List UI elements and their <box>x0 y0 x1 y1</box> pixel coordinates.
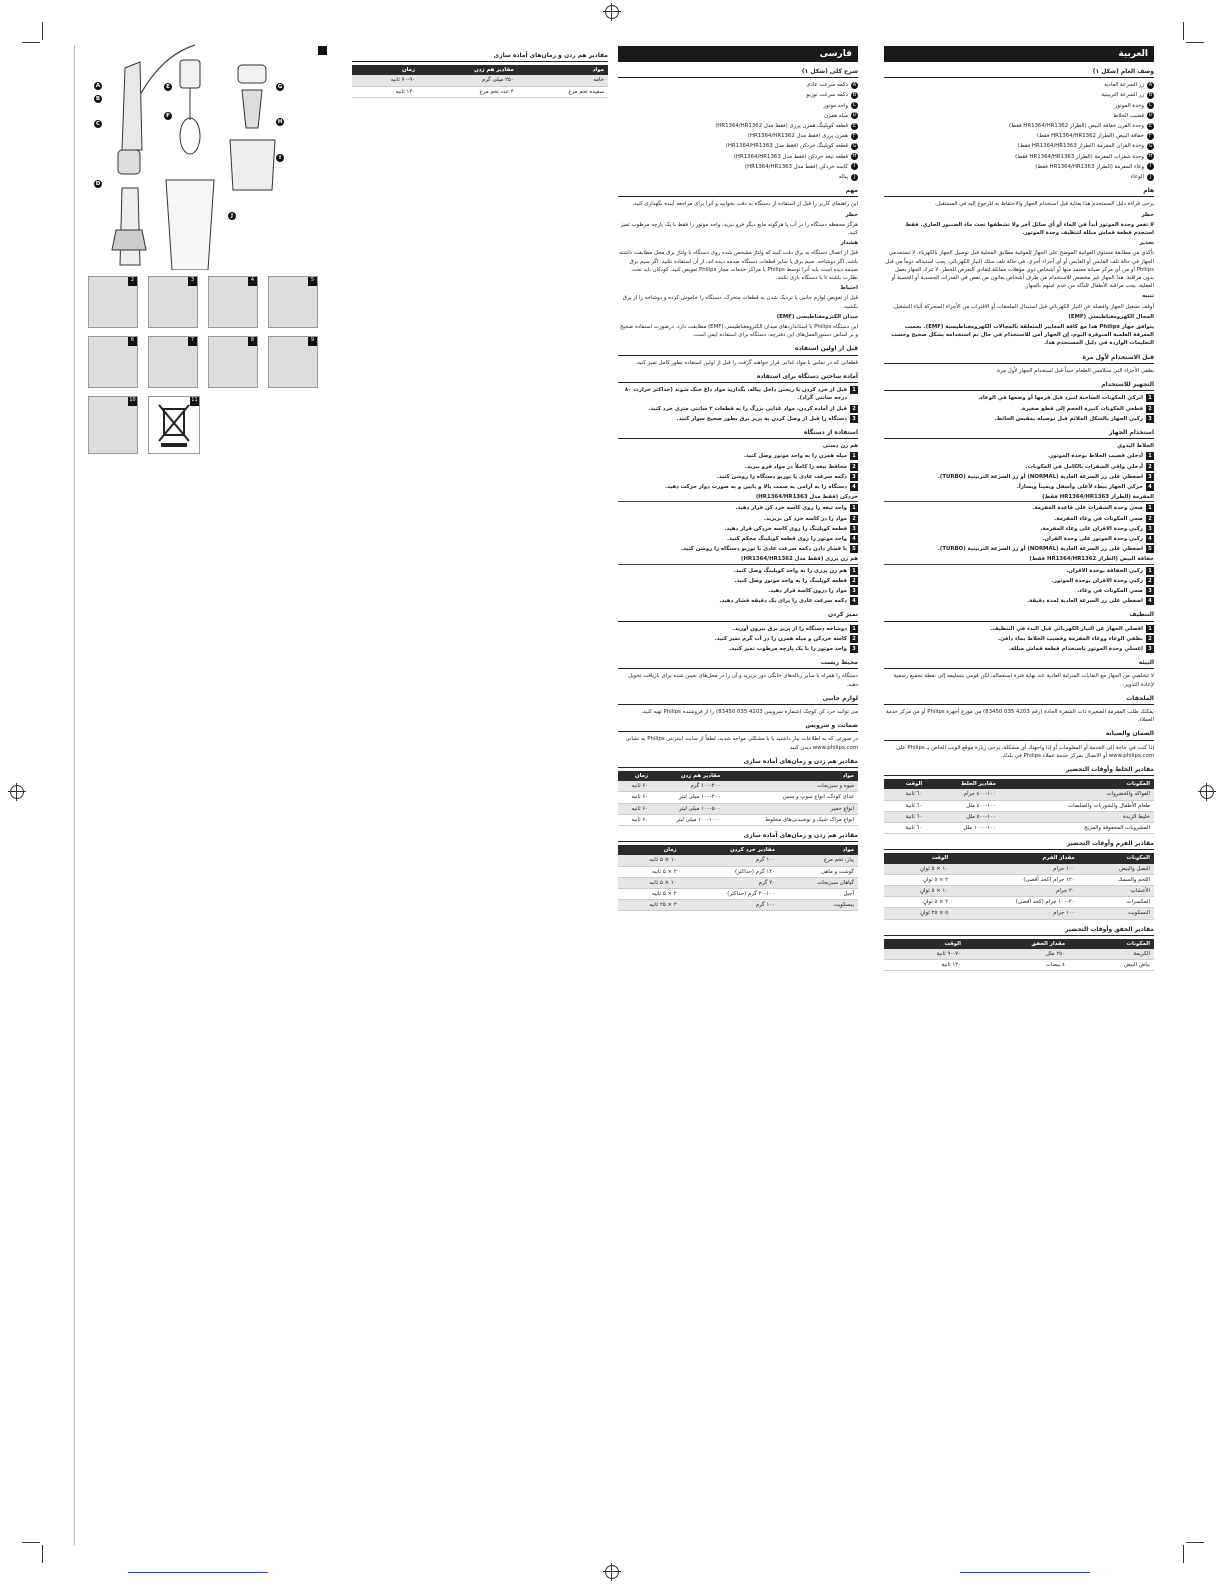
step-item: 2 أدخلي واقي الشفرات بالكامل في المكونات. <box>884 463 1154 471</box>
step-item: 2 مواد را در کاسه خرد کن بریزید. <box>618 515 858 523</box>
figure-label-b: B <box>95 96 101 102</box>
step-item: 4 حركي الجهاز ببطء لأعلى وأسفل ويميناً ويساراً. <box>884 483 1154 491</box>
step-item: 2 کاسه خردکن و میله همزن را در آب گرم تمیز کنید. <box>618 635 858 643</box>
step-item: 2 قطعي المكونات كبيرة الحجم إلى قطع صغيرة. <box>884 405 1154 413</box>
table-row: اللحم والسمك ١٢٠ جرام (كحد أقصى) ٢ × ٥ ثوانٍ <box>884 874 1154 885</box>
crop-mark <box>22 1542 40 1543</box>
table-title: مقادیر هم زدن و زمان‌های آماده سازی <box>618 758 858 768</box>
blend-quantities-table: مواد مقادیر هم زدن زمان میوه و سبزیجات ۱۰۰-۴۰۰ گرم ۶۰ ثانیه غذای کودک، انواع سوپ و سس ۱۰۰-۴۰۰ میلی لیتر ۶۰ ثانیه انواع خمیر ۱۰۰-۵۰۰ میلی لیتر ۶۰ ثانیه انواع مراک شیک و نوشیدنی‌های مخلوط ۱۰۰-۱۰۰۰ میلی لیتر ۶۰ ثانیه <box>618 771 858 826</box>
paragraph: لا تغمر وحدة الموتور أبداً في الماء أو أي سائل آخر ولا تشطفها تحت ماء الصنبور الجاري. فقط استخدم قطعة قماش مبللة لتنظيف وحدة الموتور. <box>905 221 1154 237</box>
section-title: استفاده از دستگاه <box>618 429 858 439</box>
step-item: 1 میله همزن را به واحد موتور وصل کنید. <box>618 452 858 460</box>
table-title: مقادير الفرم وأوقات التحضير <box>884 840 1154 850</box>
section-title: استخدام الجهاز <box>884 429 1154 439</box>
figure-label-d: D <box>95 181 101 187</box>
list-item: H وحدة شفرات المفرمة (الطراز HR1364/HR1363 فقط) <box>1015 153 1153 160</box>
step-figure <box>148 336 198 388</box>
registration-mark <box>1200 785 1214 799</box>
table-title: مقادیر هم زدن و زمان‌های آماده سازی <box>352 52 608 62</box>
section-title: التجهيز للاستخدام <box>884 381 1154 391</box>
table-row: انواع خمیر ۱۰۰-۵۰۰ میلی لیتر ۶۰ ثانیه <box>618 803 858 814</box>
step-number: 9 <box>308 337 317 346</box>
subheading: تنبيه <box>1142 293 1154 300</box>
section-title: وصف العام (شكل ١) <box>884 68 1154 78</box>
table-header: مقادیر هم زدن <box>419 65 518 75</box>
figure-label-a: A <box>95 83 101 89</box>
subheading: هشدار <box>840 240 858 247</box>
paragraph: قطعاتی که در تماس با مواد غذایی قرار خواهند گرفت را قبل از اولین استفاده بطور کامل تمیز کنید. <box>635 359 858 366</box>
paragraph: هرگز محفظه دستگاه را در آب یا هرگونه مایع دیگر فرو نبرید. واحد موتور را فقط با یک پارچه مرطوب تمیز کنید. <box>620 221 858 237</box>
crop-mark <box>42 22 43 40</box>
crop-mark <box>1186 1542 1204 1543</box>
table-row: طعام الأطفال والشوربات والصلصات ١٠٠-٤٠٠ ملل ٦٠ ثانية <box>884 800 1154 811</box>
section-title: البيئة <box>884 659 1154 669</box>
table-row: الفواكه والخضروات ١٠٠-٤٠٠ جرام ٦٠ ثانية <box>884 789 1154 800</box>
step-item: 3 اضغطي على زر السرعة العادية (NORMAL) أو زر السرعة التربينية (TURBO). <box>884 473 1154 481</box>
subheading: میدان الکترومغناطیسی (EMF) <box>776 313 858 320</box>
step-number: 5 <box>308 277 317 286</box>
list-item: D قضيب الخلاط <box>1113 112 1153 119</box>
list-item: F خفاقة البيض (الطراز HR1364/HR1362 فقط) <box>884 132 1154 140</box>
table-title: مقادیر هم زدن و زمان‌های آماده سازی <box>618 832 858 842</box>
step-item: 1 هم زن پرزی را به واحد کوپلینگ وصل کنید. <box>618 567 858 575</box>
step-item: 3 ركبي وحدة الاقران على وعاء المفرمة. <box>884 525 1154 533</box>
paragraph: يمكنك طلب المفرمة الصغيرة ذات الشفرة الحادة (رقم 4203 035 83450) من موزع أجهزة Philips أو من مركز خدمة العملاء. <box>885 708 1154 724</box>
step-item: 3 اغسلي وحدة الموتور باستخدام قطعة قماش مبللة. <box>884 645 1154 653</box>
table-title: مقادير الخلط وأوقات التحضير <box>884 766 1154 776</box>
section-title: لوازم جانبی <box>618 695 858 705</box>
list-item: I وعاء المفرمة (الطراز HR1364/HR1363 فقط) <box>884 163 1154 171</box>
step-item: 1 دوشاخه دستگاه را از پریز برق بیرون آورید. <box>618 625 858 633</box>
step-item: 2 قطعه کوپلینگ را به واحد موتور وصل کنید. <box>618 577 858 585</box>
list-item: G قطعه کوپلینگ خردکن (فقط مدل HR1364/HR1363) <box>725 143 857 150</box>
paragraph: این دستگاه Philips با استانداردهای میدان الکترومغناطیسی (EMF) مطابقت دارد. درصورت استفاده صحیح و بر اساس دستورالعمل‌های این دفترچه، دستگاه برای استفاده ایمن است. <box>619 324 858 339</box>
table-row: انواع مراک شیک و نوشیدنی‌های مخلوط ۱۰۰-۱۰۰۰ میلی لیتر ۶۰ ثانیه <box>618 814 858 825</box>
section-title: قبل الاستخدام لأول مرة <box>884 354 1154 364</box>
list-item: G وحدة القران المفرمة (الطراز HR1364/HR1363 فقط) <box>1017 143 1153 150</box>
table-title: مقادير الخفق وأوقات التحضير <box>884 926 1154 936</box>
paragraph: می توانید خرد کن کوچک (شماره سرویس 4203 035 83450) را از فروشنده Philips تهیه کنید. <box>641 708 858 715</box>
step-figure <box>208 276 258 328</box>
product-overview-drawing <box>80 40 320 270</box>
step-item: 2 قبل از آماده کردن، مواد غذایی بزرگ را به قطعات ۲ سانتی متری خرد کنید. <box>618 405 858 413</box>
step-number: 7 <box>188 337 197 346</box>
paragraph: قبل از تعویض لوازم جانبی یا نزدیک شدن به قطعات متحرک، دستگاه را خاموش کرده و دوشاخه را از برق بکشید. <box>622 295 858 310</box>
step-item: 4 ركبي وحدة الموتور على وحدة القران. <box>884 535 1154 543</box>
step-figure <box>88 396 138 454</box>
step-item: 4 دکمه سرعت عادی را برای یک دقیقه فشار دهید. <box>618 597 858 605</box>
section-title: ضمانت و سرویس <box>618 722 858 732</box>
vertical-rule <box>74 45 75 1545</box>
whisk-quantities-table: المكونات مقدار الخفق الوقت الكريمة ٢٥٠ ملل ٧٠-٩٠ ثانية بياض البيض ٤ بيضات ١٢٠ ثانية <box>884 939 1154 972</box>
paragraph: لا تتخلصي من الجهاز مع النفايات المنزلية العادية عند نهاية فترة استعماله، لكن قومي بتسليمه إلى نقطة تجميع رسمية لإعادة التدوير. <box>893 673 1154 688</box>
step-item: 3 مواد را درون کاسه قرار دهید. <box>618 587 858 595</box>
table-row: الكريمة ٢٥٠ ملل ٧٠-٩٠ ثانية <box>884 949 1154 960</box>
table-row: سفیده تخم مرغ ۴ عدد تخم مرغ ۱۲۰ ثانیه <box>352 86 608 97</box>
list-item: D میله همزن <box>824 112 857 119</box>
paragraph: این راهنمای کاربر را قبل از استفاده از دستگاه به دقت بخوانید و آنرا برای مراجعه آینده نگهداری کنید. <box>632 201 858 208</box>
table-row: آجیل ۲۰-۱۰۰ گرم (حداکثر) ۲ × ۵ ثانیه <box>618 889 858 900</box>
step-item: 2 ركبي وحدة الاقران بوحدة الموتور. <box>884 577 1154 585</box>
color-bar <box>128 1572 268 1573</box>
step-figure <box>208 336 258 388</box>
registration-mark <box>10 785 24 799</box>
step-item: 3 ركبي الجهاز بالشكل الملائم قبل توصيله بمقبس الحائط. <box>884 415 1154 423</box>
subheading: خطر <box>845 211 858 218</box>
color-bar <box>960 1572 1090 1573</box>
section-title: آماده ساختن دستگاه برای استفاده <box>618 373 858 383</box>
paragraph: نظفي الأجزاء التي ستلامس الطعام جيداً قبل استخدام الجهاز لأول مرة. <box>995 367 1154 374</box>
chop-quantities-table: مواد مقادیر خرد کردن زمان پیاز، تخم مرغ ۱۰۰ گرم ۱۰ × ۵ ثانیه گوشت و ماهی ۱۲۰ گرم (حداکثر) ۲ × ۵ ثانیه گیاهان سبزیجات ۲۰ گرم ۱۰ × ۵ ثانیه آجیل ۲۰-۱۰۰ گرم (حداکثر) ۲ × ۵ ثانیه بیسکویت ۱۰۰ گرم ۲ × ۲۵ ثانیه <box>618 845 858 911</box>
section-title: الملحقات <box>884 695 1154 705</box>
section-title: تمیز کردن <box>618 611 858 621</box>
blend-quantities-table: المكونات مقادير الخلط الوقت الفواكه والخضروات ١٠٠-٤٠٠ جرام ٦٠ ثانية طعام الأطفال والشوربات والصلصات ١٠٠-٤٠٠ ملل ٦٠ ثانية خليط الزبدة ١٠٠-٥٠٠ ملل ٦٠ ثانية المشروبات المخفوقة والمزيج ١٠٠-١٠٠٠ ملل ٦٠ ثانية <box>884 779 1154 834</box>
step-item: 2 محافظ تیغه را کاملاً در مواد فرو ببرید. <box>618 463 858 471</box>
language-header: فارسی <box>618 46 858 62</box>
list-item: E وحدة القرن خفاقة البيض (الطراز HR1364/HR1362 فقط) <box>1009 122 1153 130</box>
chop-quantities-table: المكونات مقدار الفرم الوقت البصل والبيض ١٠٠ جرام ١٠ × ٥ ثوانٍ اللحم والسمك ١٢٠ جرام (كحد أقصى) ٢ × ٥ ثوانٍ الأعشاب ٢٠ جرام ١٠ × ٥ ثوانٍ المكسرات ٢٠-١٠٠ جرام (كحد أقصى) ٢ × ٥ ثوانٍ البسكويت ١٠٠ جرام ٥ × ٢٥ ثوانٍ <box>884 853 1154 919</box>
step-item: 4 واحد موتور را روی قطعه کوپلینگ محکم کنید. <box>618 535 858 543</box>
table-row: البسكويت ١٠٠ جرام ٥ × ٢٥ ثوانٍ <box>884 908 1154 919</box>
subheading: خردکن (فقط مدل HR1364/HR1363) <box>618 493 858 502</box>
crop-mark <box>1186 42 1204 43</box>
table-header: مواد <box>518 65 608 75</box>
figure-label-h: H <box>277 119 283 125</box>
list-item: C وحدة الموتور <box>1114 102 1153 109</box>
step-number: 8 <box>248 337 257 346</box>
step-figure <box>268 336 318 388</box>
subheading: تحذير <box>1139 240 1154 247</box>
registration-mark <box>605 1565 619 1579</box>
paragraph: تأكدي من مطابقة مستوى الفولتية الموضح على الجهاز للفولتية مطابق المحلية قبل توصيل الجهاز بالكهرباء. لا تستخدمي الجهاز في حالة تلف القابس أو القابس أو أي أجزاء أخرى. في حالة تلف سلك التيار الكهربائي، يجب استبداله دوماً من قبل Philips أو من أي مركز صيانة معتمد منها أو أشخاص ذوي مؤهلات مماثلة لتفادي التعرض للخطر. لا تترك الجهاز يعمل بدون مراقبة. هذا الجهاز غير مخصص للاستخدام من طرف أشخاص يعانون من نقص في القدرات الجسدية أو الحسية أو العقلية. يجب مراقبة الأطفال للتأكد من عدم عبثهم بالجهاز. <box>885 250 1154 290</box>
step-item: 1 ضعي وحدة الشفرات على قاعدة المفرمة. <box>884 504 1154 512</box>
step-item: 4 اضغطي على زر السرعة العادية لمدة دقيقة. <box>884 597 1154 605</box>
section-title: هام <box>884 187 1154 197</box>
step-item: 1 أدخلي قضيب الخلاط بوحدة الموتور. <box>884 452 1154 460</box>
step-number: 11 <box>190 397 199 406</box>
section-title: قبل از اولین استفاده <box>618 345 858 355</box>
section-title: الضمان والصيانة <box>884 730 1154 740</box>
paragraph: إذا كنت في حاجة إلى الخدمة أو المعلومات أو إذا واجهتك أي مشكلة، يرجى زيارة موقع الويب الخاص بـ Philips على www.philips.com أو الاتصال بمركز خدمة عملاء Philips في بلدك. <box>896 744 1154 759</box>
table-row: غذای کودک، انواع سوپ و سس ۱۰۰-۴۰۰ میلی لیتر ۶۰ ثانیه <box>618 792 858 803</box>
table-row: پیاز، تخم مرغ ۱۰۰ گرم ۱۰ × ۵ ثانیه <box>618 855 858 866</box>
subheading: هم زن پرزی (فقط مدل HR1364/HR1362) <box>618 555 858 564</box>
crop-mark <box>1183 22 1184 40</box>
step-number: 4 <box>248 277 257 286</box>
section-title: شرح کلی (شکل ۱) <box>618 68 858 78</box>
step-number: 6 <box>128 337 137 346</box>
subheading: احتیاط <box>840 285 858 292</box>
table-row: الأعشاب ٢٠ جرام ١٠ × ٥ ثوانٍ <box>884 886 1154 897</box>
paragraph: يرجى قراءة دليل المستخدم هذا بعناية قبل استخدام الجهاز والاحتفاظ به للرجوع إليه في المستقبل. <box>934 201 1154 208</box>
figure-label-e: E <box>164 83 172 91</box>
list-item: H قطعه تیغه خردکن (فقط مدل HR1364/HR1363) <box>733 153 857 160</box>
table-row: خامه ۲۵۰ میلی گرم ۷۰-۹۰ ثانیه <box>352 75 608 86</box>
list-item: J الوعاء <box>884 173 1154 181</box>
table-row: بیسکویت ۱۰۰ گرم ۲ × ۲۵ ثانیه <box>618 900 858 911</box>
step-item: 3 قطعه کوپلینگ را روی کاسه خردکن قرار دهید. <box>618 525 858 533</box>
paragraph: قبل از اتصال دستگاه به برق دقت کنید که ولتاژ مشخص شده روی دستگاه با ولتاژ برق محل مطابقت داشته باشد. اگر دوشاخه، سیم برق یا سایر قطعات دستگاه صدمه دیده اند، از آن استفاده نکنید. اگر سیم برق صدمه دیده است باید آنرا توسط Philips یا مراکز خدمات مجاز Philips تعویض کنید. کودکان باید تحت نظارت باشند تا با دستگاه بازی نکنند. <box>619 250 858 282</box>
subheading: الخلاط اليدوي <box>1117 443 1154 450</box>
figure-area <box>80 40 340 480</box>
step-item: 2 ضعي المكونات في وعاء المفرمة. <box>884 515 1154 523</box>
step-item: 3 دستگاه را قبل از وصل کردن به پریز برق بطور صحیح سوار کنید. <box>618 415 858 423</box>
step-item: 1 افصلي الجهاز عن التيار الكهربائي قبل البدء في التنظيف. <box>884 625 1154 633</box>
list-item: C واحد موتور <box>823 102 857 109</box>
table-row: المشروبات المخفوقة والمزيج ١٠٠-١٠٠٠ ملل ٦٠ ثانية <box>884 823 1154 834</box>
step-item: 2 نظفي الوعاء ووعاء المفرمة وقضيب الخلاط بماء دافئ. <box>884 635 1154 643</box>
section-title: مهم <box>618 187 858 197</box>
parts-list <box>618 81 858 181</box>
step-item: 3 ضعي المكونات في وعاء. <box>884 587 1154 595</box>
step-number: 3 <box>188 277 197 286</box>
step-item: 3 واحد موتور را با یک پارچه مرطوب تمیز کنید. <box>618 645 858 653</box>
parts-list <box>884 81 1154 181</box>
table-row: خليط الزبدة ١٠٠-٥٠٠ ملل ٦٠ ثانية <box>884 811 1154 822</box>
list-item: J پیاله <box>618 173 858 181</box>
step-item: 1 اتركي المكونات الساخنة لتبرد قبل فرمها أو وضعها في الوعاء. <box>884 394 1154 402</box>
step-item: 5 اضغطي على زر السرعة العادية (NORMAL) أو زر السرعة التربينية (TURBO). <box>884 545 1154 553</box>
subheading: المفرمة (الطراز HR1364/HR1363 فقط) <box>884 493 1154 502</box>
step-item: 5 با فشار دادن دکمه سرعت عادی یا توربو دستگاه را روشن کنید. <box>618 545 858 553</box>
crop-mark <box>22 42 40 43</box>
language-header: العربية <box>884 46 1154 62</box>
table-row: میوه و سبزیجات ۱۰۰-۴۰۰ گرم ۶۰ ثانیه <box>618 781 858 792</box>
farsi-column <box>618 46 858 911</box>
step-item: 1 قبل از خرد کردن یا ریختن داخل پیاله، بگذارید مواد داغ خنک شوند (حداکثر حرارت ۸۰ درجه سانتی گراد). <box>618 386 858 402</box>
list-item: E قطعه کوپلینگ همزن پرزی (فقط مدل HR1364/HR1362) <box>715 122 857 130</box>
section-title: التنظيف <box>884 611 1154 621</box>
figure-label-f: F <box>164 112 172 120</box>
step-number: 10 <box>128 397 137 406</box>
paragraph: دستگاه را همراه با سایر زباله‌های خانگی دور نریزید و آن را در محل‌های تعیین شده برای بازیافت تحویل دهید. <box>627 673 858 688</box>
table-row: گوشت و ماهی ۱۲۰ گرم (حداکثر) ۲ × ۵ ثانیه <box>618 866 858 877</box>
section-title: محیط زیست <box>618 659 858 669</box>
crop-mark <box>1183 1545 1184 1563</box>
subheading: هم زن دستی <box>822 443 858 450</box>
table-row: گیاهان سبزیجات ۲۰ گرم ۱۰ × ۵ ثانیه <box>618 877 858 888</box>
figure-label-c: C <box>95 121 101 127</box>
table-row: بياض البيض ٤ بيضات ١٢٠ ثانية <box>884 960 1154 971</box>
step-figure <box>148 276 198 328</box>
table-header: زمان <box>352 65 419 75</box>
step-item: 1 واحد تیغه را روی کاسه خرد کن قرار دهید. <box>618 504 858 512</box>
table-row: المكسرات ٢٠-١٠٠ جرام (كحد أقصى) ٢ × ٥ ثوانٍ <box>884 897 1154 908</box>
paragraph: يتوافق جهاز Philips هذا مع كافة المعايير المتعلقة بالمجالات الكهرومغناطيسية (EMF). بحسب المعرفة العلمية المتوفرة اليوم، إن الجهاز آمن للاستخدام في حال تم استخدامه بشكل صحيح وحسب التعليمات الواردة في دليل المستخدم هذا. <box>891 324 1154 347</box>
arabic-column <box>884 46 1154 971</box>
whisk-table-top <box>352 46 608 98</box>
paragraph: در صورتی که به اطلاعات نیاز داشتید یا با مشکلی مواجه شدید، لطفاً از سایت اینترنتی Philips به نشانی www.philips.com دیدن کنید. <box>625 736 858 751</box>
step-item: 1 ركبي الخفاقة بوحدة الاقران. <box>884 567 1154 575</box>
paragraph: أوقف تشغيل الجهاز وافصله عن التيار الكهربائي قبل استبدال الملحقات أو الاقتراب من الأجزاء المتحركة أثناء التشغيل. <box>892 303 1154 310</box>
list-item: I کاسه خردکن (فقط مدل HR1364/HR1363) <box>618 163 858 171</box>
list-item: A زر السرعة العادية <box>1104 81 1153 89</box>
figure-label-j: J <box>228 212 236 220</box>
step-figure <box>88 276 138 328</box>
list-item: F همزن پرزی (فقط مدل HR1364/HR1362) <box>618 132 858 140</box>
figure-label-g: G <box>277 84 283 90</box>
step-item: 4 دستگاه را به آرامی به سمت بالا و پایین و به صورت دوار حرکت دهید. <box>618 483 858 491</box>
step-item: 3 دکمه سرعت عادی یا توربو دستگاه را روشن کنید. <box>618 473 858 481</box>
whisk-quantities-table <box>352 65 608 98</box>
subheading: المجال الكهرومغناطيسي (EMF) <box>1068 313 1154 320</box>
subheading: خطر <box>1141 211 1154 218</box>
figure-label-i: I <box>276 154 284 162</box>
registration-mark <box>605 5 619 19</box>
list-item: B زر السرعة التربينية <box>1101 92 1153 99</box>
step-figure <box>88 336 138 388</box>
table-row: البصل والبيض ١٠٠ جرام ١٠ × ٥ ثوانٍ <box>884 864 1154 875</box>
list-item: A دکمه سرعت عادی <box>806 81 857 89</box>
list-item: B دکمه سرعت توربو <box>806 92 857 99</box>
step-figure <box>268 276 318 328</box>
subheading: خفاقة البيض (الطراز HR1364/HR1362 فقط) <box>884 555 1154 564</box>
step-number: 2 <box>128 277 137 286</box>
recycle-bin-icon <box>148 396 200 454</box>
crop-mark <box>42 1545 43 1563</box>
